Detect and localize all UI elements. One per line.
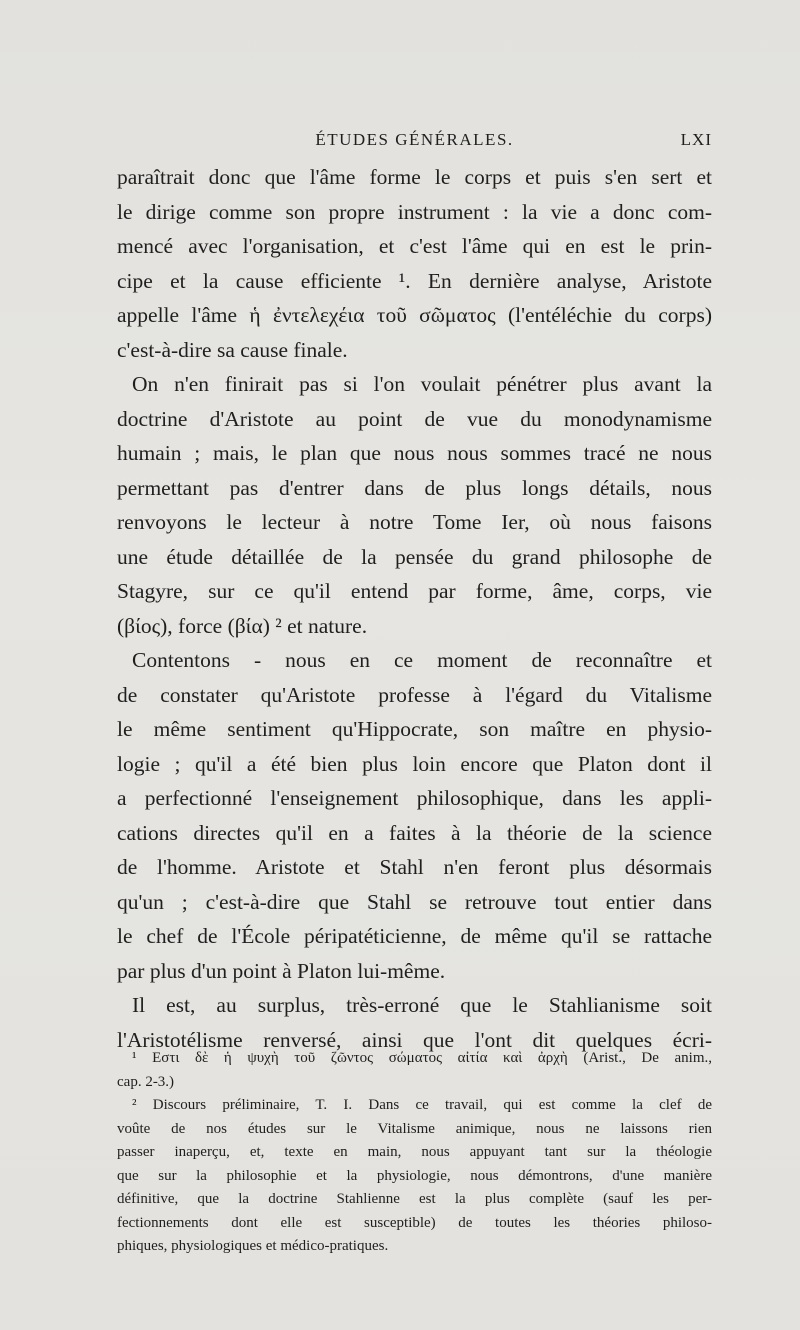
- text-line: une étude détaillée de la pensée du grand philosophe de: [117, 544, 712, 569]
- text-line: cations directes qu'il en a faites à la théorie de la science: [117, 820, 712, 845]
- text-line: a perfectionné l'enseignement philosophique, dans les appli-: [117, 786, 712, 810]
- footnote-line: cap. 2-3.): [117, 1073, 175, 1090]
- main-text: [117, 160, 712, 1057]
- text-line: Contentons - nous en ce moment de reconnaître et: [132, 648, 712, 672]
- footnote-line: voûte de nos études sur le Vitalisme animique, nous ne laissons rien: [117, 1120, 712, 1137]
- text-line: humain ; mais, le plan que nous nous sommes tracé ne nous: [117, 441, 712, 465]
- text-line: qu'un ; c'est-à-dire que Stahl se retrouve tout entier dans: [117, 889, 712, 914]
- text-line: par plus d'un point à Platon lui-même.: [117, 958, 446, 983]
- text-line: appelle l'âme ἡ ἐντελεχέια τοῦ σῶματος (l'entéléchie du corps): [117, 303, 712, 327]
- footnote-line: que sur la philosophie et la physiologie, nous démontrons, d'une manière: [117, 1167, 712, 1184]
- text-line: le dirige comme son propre instrument : la vie a donc com-: [117, 199, 712, 224]
- text-line: paraîtrait donc que l'âme forme le corps et puis s'en sert et: [117, 165, 712, 189]
- text-line: Stagyre, sur ce qu'il entend par forme, âme, corps, vie: [117, 579, 712, 603]
- running-title: ÉTUDES GÉNÉRALES.: [315, 130, 514, 149]
- text-line: logie ; qu'il a été bien plus loin encore que Platon dont il: [117, 751, 712, 776]
- footnote-line: fectionnements dont elle est susceptible) de toutes les théories philoso-: [117, 1214, 712, 1231]
- text-line: Il est, au surplus, très-erroné que le Stahlianisme soit: [132, 993, 712, 1017]
- running-header: [117, 128, 712, 154]
- text-line: de constater qu'Aristote professe à l'égard du Vitalisme: [117, 682, 712, 707]
- footnotes: [117, 1047, 712, 1259]
- text-line: l'Aristotélisme renversé, ainsi que l'ont dit quelques écri-: [117, 1027, 712, 1052]
- text-line: On n'en finirait pas si l'on voulait pénétrer plus avant la: [132, 372, 712, 396]
- page-number: LXI: [680, 130, 712, 149]
- text-line: le chef de l'École péripatéticienne, de même qu'il se rattache: [117, 924, 712, 948]
- text-line: le même sentiment qu'Hippocrate, son maître en physio-: [117, 717, 712, 741]
- footnote-line: passer inaperçu, et, texte en main, nous appuyant tant sur la théologie: [117, 1144, 712, 1160]
- text-line: c'est-à-dire sa cause finale.: [117, 337, 348, 362]
- footnote-line: définitive, que la doctrine Stahlienne est la plus complète (sauf les per-: [117, 1191, 712, 1207]
- text-line: mencé avec l'organisation, et c'est l'âme qui en est le prin-: [117, 234, 712, 258]
- text-line: renvoyons le lecteur à notre Tome Ier, où nous faisons: [117, 510, 712, 534]
- text-line: de l'homme. Aristote et Stahl n'en feront plus désormais: [117, 855, 712, 879]
- text-line: cipe et la cause efficiente ¹. En dernière analyse, Aristote: [117, 268, 712, 293]
- footnote-line: phiques, physiologiques et médico-pratiques.: [117, 1238, 389, 1254]
- footnote-line: ² Discours préliminaire, T. I. Dans ce travail, qui est comme la clef de: [132, 1097, 712, 1113]
- text-line: permettant pas d'entrer dans de plus longs détails, nous: [117, 475, 712, 500]
- text-line: doctrine d'Aristote au point de vue du monodynamisme: [117, 406, 712, 431]
- footnote-line: ¹ Εστι δὲ ἡ ψυχὴ τοῦ ζῶντος σώματος αἰτία καὶ ἀρχὴ (Arist., De anim.,: [132, 1050, 712, 1066]
- text-line: (βίος), force (βία) ² et nature.: [117, 613, 368, 638]
